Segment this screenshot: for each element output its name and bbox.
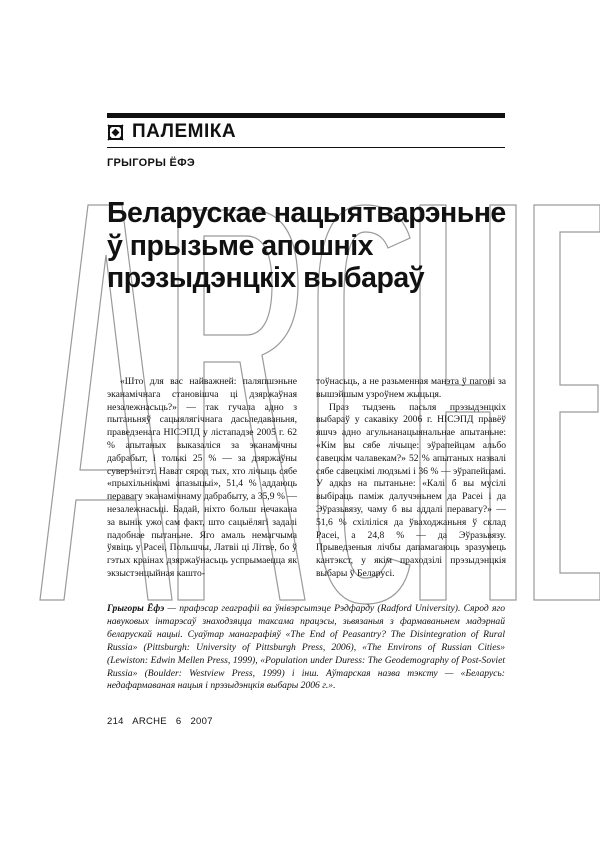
article-title: Беларускае нацыятварэньне ў прызьме апошніх прэзыдэнцкіх выбараў bbox=[107, 197, 506, 294]
page-number: 214 bbox=[107, 716, 124, 727]
issue-year: 2007 bbox=[190, 716, 213, 727]
square-ornament-icon bbox=[107, 124, 124, 141]
header-rule-thin bbox=[107, 147, 505, 148]
bio-name: Грыгоры Ёфэ bbox=[107, 603, 165, 614]
issue-number: 6 bbox=[175, 716, 182, 727]
paragraph: Праз тыдзень пасьля прэзыдэнцкіх выбараў у сакавіку 2006 г. НІСЭПД правёў яшчэ адно агульнанацыянальнае апытаньне: «Кім вы сябе лічыце: эўрапейцам альбо савецкім чалавекам?» 52 % апытаных назвалі сябе савецкімі людзьмі і 36 % — эўрапейцамі. У адказ на пытаньне: «Калі б вы мусілі выбіраць паміж далучэньнем да Расеі і да Эўразьвязу, чаму б вы аддалі перавагу?» — 51,6 % схіліліся да ўваходжаньня ў склад Расеі, а 24,8 % — да Эўразьвязу. Прыведзеныя лічбы дапамагаюць зразумець кантэкст, у якім праходзілі прэзыдэнцкія выбары ў Беларусі. bbox=[316, 401, 506, 579]
author-bio bbox=[107, 603, 505, 693]
paragraph: «Што для вас найважней: паляпшэньне эканамічнага становішча ці дзяржаўная незалежнасьць?» — так гучала адно з пытаньняў сацыялягічнага дасьледаваньня, праведзенага НІСЭПД у лістападзе 2005 г. 62 % апытаных выказаліся за эканамічны дабрабыт, і толькі 25 % — за дзяржаўны суверэнітэт. Нават сярод тых, хто лічыць сябе «прыхільнікамі апазыцыі», 51,4 % аддаюць перавагу эканамічнаму дабрабыту, а 35,9 % — незалежнасьці. Бадай, ніхто больш нечакана за вынік ужо сам факт, што сацыёлягі задалі падобнае пытаньне. Яго амаль немагчыма ўявіць у Расеі, Польшчы, Латвіі ці Літве, бо ў гэтых краінах дзяржаўнасьць успрымаецца як экзыстэнцыйная кашто- bbox=[107, 376, 297, 579]
paragraph: тоўнасьць, а не разьменная манэта ў пагоні за вышэйшым узроўнем жыцьця. bbox=[316, 376, 506, 400]
text-column-right bbox=[316, 376, 506, 581]
bio-text: — прафэсар геаграфіі ва ўнівэрсытэце Рэдфарду (Radford University). Сярод яго навуковых інтарэсаў знаходзяцца таксама працэсы, зьвязаныя з фармаваньнем мадэрнай беларускай нацыі. Суаўтар манаграфіяў «The End of Peasantry? The Disintegration of Rural Russia» (Pittsburgh: University of Pittsburgh Press, 2006), «The Environs of Russian Cities» (Lewiston: Edwin Mellen Press, 1999), «Population under Duress: The Geodemography of Post-Soviet Russia» (Boulder: Westview Press, 1999) і інш. Аўтарская назва тэксту — «Беларусь: недафармаваная нацыя і прэзыдэнцкія выбары 2006 г.». bbox=[107, 603, 506, 692]
journal-name: ARCHE bbox=[132, 716, 167, 727]
header-rule-thick bbox=[107, 113, 505, 118]
text-column-left bbox=[107, 376, 297, 581]
section-label: ПАЛЕМІКА bbox=[132, 121, 237, 142]
page-footer bbox=[107, 716, 219, 727]
section-heading bbox=[107, 121, 236, 143]
author-name: ГРЫГОРЫ ЁФЭ bbox=[107, 157, 196, 169]
